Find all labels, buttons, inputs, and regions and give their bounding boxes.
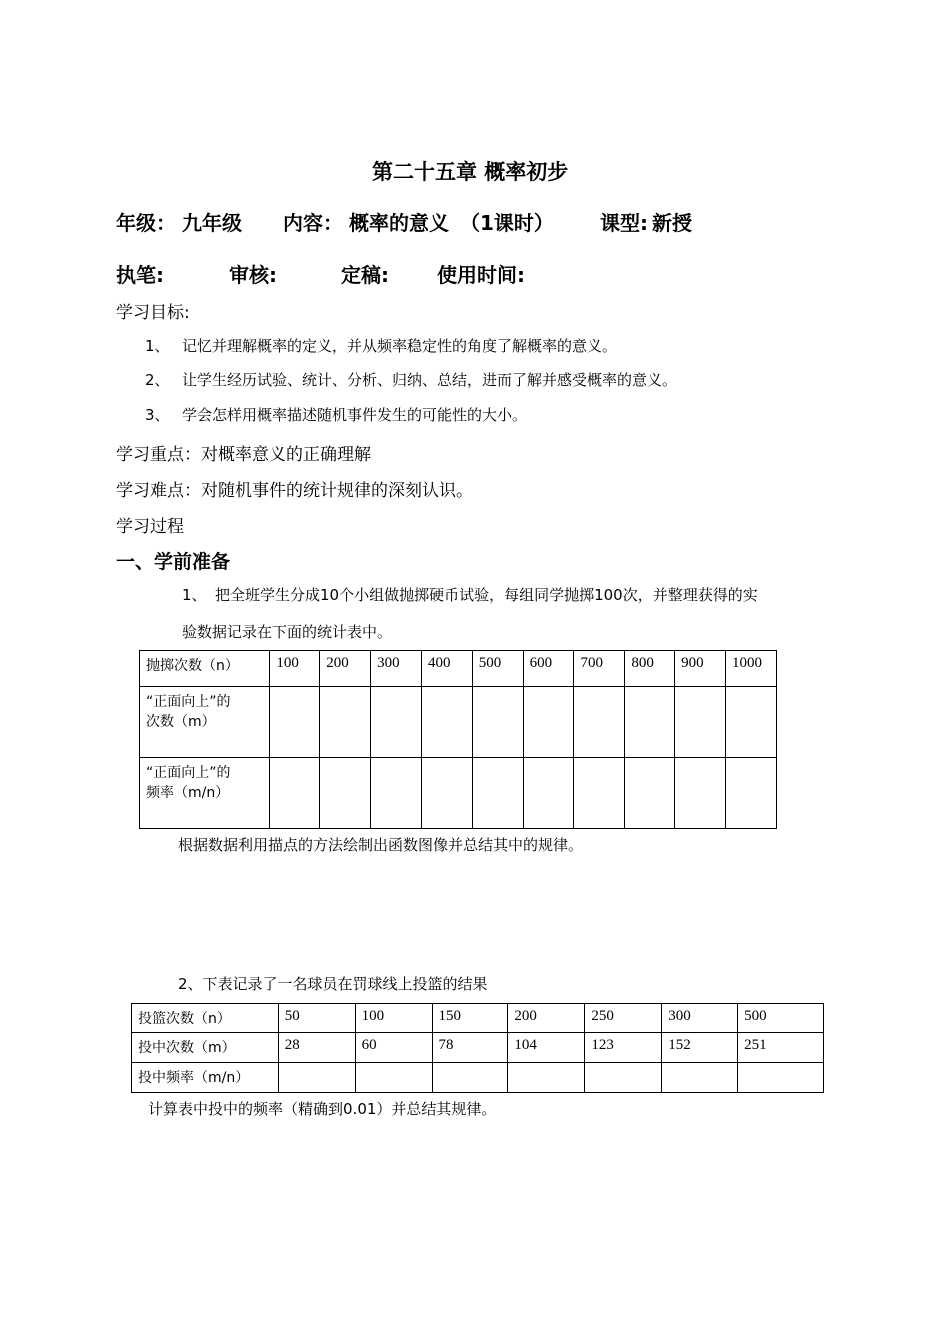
grade-value: 九年级	[182, 211, 242, 235]
objective-text: 记忆并理解概率的定义，并从频率稳定性的角度了解概率的意义。	[182, 337, 618, 355]
table-cell-empty[interactable]	[738, 1063, 824, 1093]
content-value: 概率的意义	[349, 211, 449, 235]
table-cell-empty[interactable]	[625, 687, 675, 758]
task1-note: 根据数据利用描点的方法绘制出函数图像并总结其中的规律。	[178, 836, 584, 854]
coin-toss-table	[139, 650, 777, 829]
table-cell-empty[interactable]	[574, 758, 625, 829]
table-cell: 200	[508, 1004, 585, 1033]
finalizer-label: 定稿:	[341, 263, 389, 287]
table-cell-empty[interactable]	[320, 758, 371, 829]
table-row	[140, 758, 777, 829]
table-row	[132, 1033, 824, 1063]
table-cell-empty[interactable]	[278, 1063, 355, 1093]
table-cell: 50	[278, 1004, 355, 1033]
content-label: 内容：	[283, 211, 343, 235]
table-cell: 28	[278, 1033, 355, 1063]
row-label: 投中频率（m/n）	[132, 1063, 279, 1093]
reviewer-label: 审核:	[229, 263, 277, 287]
table-cell-empty[interactable]	[662, 1063, 738, 1093]
row-label: 投中次数（m）	[132, 1033, 279, 1063]
table-row	[140, 687, 777, 758]
objective-number: 1、	[145, 337, 170, 355]
table-cell-empty[interactable]	[585, 1063, 662, 1093]
table-cell-empty[interactable]	[270, 758, 320, 829]
table-cell: 300	[371, 651, 422, 687]
table-cell: 200	[320, 651, 371, 687]
table-cell: 800	[625, 651, 675, 687]
table-cell: 251	[738, 1033, 824, 1063]
table-cell: 152	[662, 1033, 738, 1063]
table-cell: 300	[662, 1004, 738, 1033]
table-cell: 250	[585, 1004, 662, 1033]
table-cell-empty[interactable]	[675, 687, 726, 758]
table-cell: 104	[508, 1033, 585, 1063]
row-label	[140, 687, 270, 758]
table-cell-empty[interactable]	[421, 758, 472, 829]
row-label-line: 频率（m/n）	[146, 785, 230, 801]
table-cell-empty[interactable]	[371, 687, 422, 758]
table-cell: 400	[421, 651, 472, 687]
table-cell: 1000	[726, 651, 777, 687]
table-cell-empty[interactable]	[625, 758, 675, 829]
table-cell: 500	[738, 1004, 824, 1033]
row-label: 抛掷次数（n）	[140, 651, 270, 687]
table-cell-empty[interactable]	[523, 687, 574, 758]
table-cell: 150	[432, 1004, 508, 1033]
row-label-line: 次数（m）	[146, 714, 216, 730]
table-cell: 600	[523, 651, 574, 687]
table-cell: 500	[472, 651, 523, 687]
objectives-heading: 学习目标:	[116, 303, 190, 323]
table-cell-empty[interactable]	[432, 1063, 508, 1093]
use-time-label: 使用时间:	[437, 263, 525, 287]
task1-line2: 验数据记录在下面的统计表中。	[182, 623, 393, 641]
table-cell-empty[interactable]	[574, 687, 625, 758]
table-cell: 60	[355, 1033, 432, 1063]
task1-number: 1、	[182, 586, 207, 604]
table-cell-empty[interactable]	[726, 687, 777, 758]
table-cell: 100	[270, 651, 320, 687]
key-point: 学习重点：对概率意义的正确理解	[116, 445, 371, 465]
table-cell: 900	[675, 651, 726, 687]
basketball-table	[131, 1003, 824, 1093]
objective-number: 3、	[145, 406, 170, 424]
table-cell: 100	[355, 1004, 432, 1033]
table-row	[140, 651, 777, 687]
page-title: 第二十五章 概率初步	[372, 160, 569, 184]
difficulty: 学习难点：对随机事件的统计规律的深刻认识。	[116, 481, 473, 501]
table-cell-empty[interactable]	[675, 758, 726, 829]
table-cell-empty[interactable]	[270, 687, 320, 758]
task2-intro: 2、下表记录了一名球员在罚球线上投篮的结果	[178, 975, 488, 993]
row-label: 投篮次数（n）	[132, 1004, 279, 1033]
table-cell-empty[interactable]	[371, 758, 422, 829]
section1-heading: 一、学前准备	[116, 551, 231, 573]
period: （1课时）	[460, 211, 554, 235]
table-cell-empty[interactable]	[726, 758, 777, 829]
table-cell-empty[interactable]	[523, 758, 574, 829]
table-cell: 700	[574, 651, 625, 687]
objective-number: 2、	[145, 371, 170, 389]
table-row	[132, 1063, 824, 1093]
grade-label: 年级：	[116, 211, 176, 235]
type-value: 新授	[652, 211, 692, 235]
table-cell: 78	[432, 1033, 508, 1063]
row-label-line: “正面向上”的	[146, 765, 231, 781]
table-cell: 123	[585, 1033, 662, 1063]
objective-text: 让学生经历试验、统计、分析、归纳、总结，进而了解并感受概率的意义。	[182, 371, 678, 389]
process-heading: 学习过程	[116, 517, 184, 537]
writer-label: 执笔:	[116, 263, 164, 287]
table-cell-empty[interactable]	[472, 687, 523, 758]
task2-note: 计算表中投中的频率（精确到0.01）并总结其规律。	[148, 1100, 497, 1118]
task1-line1: 把全班学生分成10个小组做抛掷硬币试验，每组同学抛掷100次，并整理获得的实	[215, 586, 758, 604]
table-cell-empty[interactable]	[320, 687, 371, 758]
table-cell-empty[interactable]	[421, 687, 472, 758]
table-cell-empty[interactable]	[472, 758, 523, 829]
row-label	[140, 758, 270, 829]
row-label-line: “正面向上”的	[146, 694, 231, 710]
objective-text: 学会怎样用概率描述随机事件发生的可能性的大小。	[182, 406, 528, 424]
type-label: 课型:	[600, 211, 648, 235]
table-row	[132, 1004, 824, 1033]
table-cell-empty[interactable]	[355, 1063, 432, 1093]
table-cell-empty[interactable]	[508, 1063, 585, 1093]
